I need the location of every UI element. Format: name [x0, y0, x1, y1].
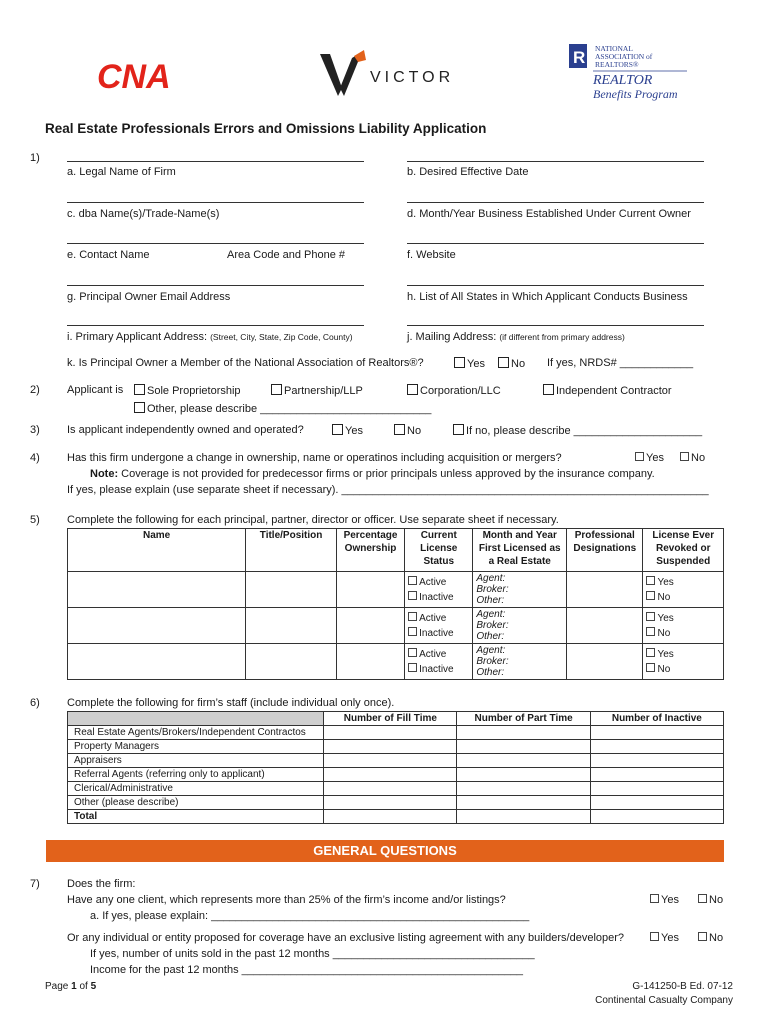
general-questions-header: GENERAL QUESTIONS: [46, 840, 724, 862]
revoked-yes-checkbox[interactable]: [646, 612, 655, 621]
label-exclusive-listing: Or any individual or entity proposed for coverage have an exclusive listing agreement with any builders/developer?: [67, 932, 625, 944]
victor-logo: [318, 50, 458, 100]
license-status-cell: Active Inactive: [405, 644, 473, 680]
label-independently-owned: Is applicant independently owned and operated?: [67, 424, 304, 436]
cna-logo-text: CNA: [97, 58, 171, 92]
revoked-no-checkbox[interactable]: [646, 627, 655, 636]
table-row: [68, 754, 724, 768]
label-mailing-address: j. Mailing Address: (if different from primary address): [407, 331, 625, 343]
form-number: G-141250-B Ed. 07-12: [632, 981, 733, 992]
table-row: [68, 782, 724, 796]
label-states: h. List of All States in Which Applicant Conducts Business: [407, 291, 688, 303]
q1-number: 1): [30, 152, 40, 164]
q3-number: 3): [30, 424, 40, 436]
revoked-yes-checkbox[interactable]: [646, 648, 655, 657]
name-cell[interactable]: [68, 608, 246, 644]
independent-contractor-checkbox[interactable]: [543, 384, 554, 395]
ownership-cell[interactable]: [336, 608, 404, 644]
client-yes-checkbox[interactable]: [650, 894, 659, 903]
table-row: [68, 572, 724, 608]
label-applicant-is: Applicant is: [67, 384, 124, 396]
legal-name-field[interactable]: [67, 161, 364, 162]
client-explain-field[interactable]: a. If yes, please explain: ____________________________________________________: [90, 910, 530, 922]
ownership-change-yes-option[interactable]: Yes: [635, 452, 664, 464]
partnership-option[interactable]: Partnership/LLP: [271, 384, 363, 397]
income-field[interactable]: Income for the past 12 months ______________________________________________: [90, 964, 524, 976]
ownership-change-no-option[interactable]: No: [680, 452, 705, 464]
revoked-yes-checkbox[interactable]: [646, 576, 655, 585]
ownership-cell[interactable]: [336, 644, 404, 680]
svg-text:ASSOCIATION of: ASSOCIATION of: [595, 52, 653, 61]
table-row: [68, 608, 724, 644]
inactive-checkbox[interactable]: [408, 627, 417, 636]
sole-proprietorship-checkbox[interactable]: [134, 384, 145, 395]
label-effective-date: b. Desired Effective Date: [407, 166, 529, 178]
inactive-checkbox[interactable]: [408, 663, 417, 672]
label-business-established: d. Month/Year Business Established Under Current Owner: [407, 208, 691, 220]
owner-email-field[interactable]: [67, 285, 364, 286]
table-row: [68, 796, 724, 810]
label-contact-name: e. Contact Name: [67, 249, 150, 261]
client-yes-option[interactable]: Yes: [650, 894, 679, 906]
col-license-status: Current License Status: [405, 529, 473, 572]
label-dba-name: c. dba Name(s)/Trade-Name(s): [67, 208, 220, 220]
ownership-cell[interactable]: [336, 572, 404, 608]
svg-text:NATIONAL: NATIONAL: [595, 44, 633, 53]
q5-number: 5): [30, 514, 40, 526]
col-full-time: Number of Fill Time: [324, 712, 457, 726]
col-revoked: License Ever Revoked or Suspended: [643, 529, 724, 572]
units-sold-field[interactable]: If yes, number of units sold in the past 12 months _________________________________: [90, 948, 535, 960]
staff-row-label: Appraisers: [68, 754, 324, 768]
staff-table: [67, 711, 724, 824]
col-designations: Professional Designations: [567, 529, 643, 572]
col-name: Name: [68, 529, 246, 572]
title-cell[interactable]: [246, 572, 337, 608]
ownership-change-yes-checkbox[interactable]: [635, 452, 644, 461]
first-licensed-cell[interactable]: Agent: Broker: Other:: [473, 644, 567, 680]
sole-proprietorship-option[interactable]: Sole Proprietorship: [134, 384, 241, 397]
label-website: f. Website: [407, 249, 456, 261]
partnership-checkbox[interactable]: [271, 384, 282, 395]
nar-yes-checkbox[interactable]: [454, 357, 465, 368]
svg-text:R: R: [573, 48, 586, 67]
license-status-cell: Active Inactive: [405, 608, 473, 644]
dba-name-field[interactable]: [67, 202, 364, 203]
svg-text:REALTORS®: REALTORS®: [595, 60, 639, 69]
first-licensed-cell[interactable]: Agent: Broker: Other:: [473, 572, 567, 608]
states-field[interactable]: [407, 285, 704, 286]
staff-row-label: Property Managers: [68, 740, 324, 754]
business-established-field[interactable]: [407, 202, 704, 203]
q7-number: 7): [30, 878, 40, 890]
label-principals: Complete the following for each principal, partner, director or officer. Use separate sheet if necessary.: [67, 514, 559, 526]
independent-describe-option[interactable]: If no, please describe _____________________: [453, 424, 702, 437]
independent-yes-option[interactable]: Yes: [332, 424, 363, 437]
first-licensed-cell[interactable]: Agent: Broker: Other:: [473, 608, 567, 644]
nar-no-checkbox[interactable]: [498, 357, 509, 368]
label-nar-member: k. Is Principal Owner a Member of the National Association of Realtors®?: [67, 357, 424, 369]
label-legal-name: a. Legal Name of Firm: [67, 166, 176, 178]
col-inactive: Number of Inactive: [590, 712, 723, 726]
nrds-number-field[interactable]: If yes, NRDS# ____________: [547, 357, 694, 369]
license-status-cell: Active Inactive: [405, 572, 473, 608]
label-owner-email: g. Principal Owner Email Address: [67, 291, 231, 303]
col-title: Title/Position: [246, 529, 337, 572]
other-entity-option[interactable]: Other, please describe ____________________________: [134, 402, 431, 415]
listing-no-option[interactable]: No: [698, 932, 723, 944]
revoked-no-checkbox[interactable]: [646, 663, 655, 672]
active-checkbox[interactable]: [408, 648, 417, 657]
revoked-cell: Yes No: [643, 572, 724, 608]
q6-number: 6): [30, 697, 40, 709]
label-staff: Complete the following for firm’s staff (include individual only once).: [67, 697, 395, 709]
designations-cell[interactable]: [567, 644, 643, 680]
q2-number: 2): [30, 384, 40, 396]
staff-total-label: Total: [68, 810, 324, 824]
label-phone: Area Code and Phone #: [227, 249, 346, 261]
other-entity-checkbox[interactable]: [134, 402, 145, 413]
col-part-time: Number of Part Time: [457, 712, 590, 726]
table-row: [68, 644, 724, 680]
title-cell[interactable]: [246, 608, 337, 644]
revoked-cell: Yes No: [643, 608, 724, 644]
nar-yes-option[interactable]: Yes: [454, 357, 485, 370]
staff-row-label: Other (please describe): [68, 796, 324, 810]
name-cell[interactable]: [68, 572, 246, 608]
listing-yes-option[interactable]: Yes: [650, 932, 679, 944]
staff-row-label: Real Estate Agents/Brokers/Independent Contractos: [68, 726, 324, 740]
independent-no-checkbox[interactable]: [394, 424, 405, 435]
label-ownership-change: Has this firm undergone a change in ownership, name or operatinos including acquisition or mergers?: [67, 452, 562, 464]
inactive-checkbox[interactable]: [408, 591, 417, 600]
website-field[interactable]: [407, 243, 704, 244]
corporation-checkbox[interactable]: [407, 384, 418, 395]
table-row: [68, 726, 724, 740]
independent-no-option[interactable]: No: [394, 424, 421, 437]
nar-realtor-benefits-logo: [565, 42, 695, 102]
revoked-no-checkbox[interactable]: [646, 591, 655, 600]
staff-row-label: Clerical/Administrative: [68, 782, 324, 796]
title-cell[interactable]: [246, 644, 337, 680]
q4-number: 4): [30, 452, 40, 464]
table-row: [68, 810, 724, 824]
principals-table: [67, 528, 724, 680]
table-row: [68, 740, 724, 754]
listing-no-checkbox[interactable]: [698, 932, 707, 941]
independent-contractor-option[interactable]: Independent Contractor: [543, 384, 672, 397]
label-primary-address: i. Primary Applicant Address: (Street, City, State, Zip Code, County): [67, 331, 353, 343]
designations-cell[interactable]: [567, 572, 643, 608]
client-no-option[interactable]: No: [698, 894, 723, 906]
col-first-licensed: Month and Year First Licensed as a Real Estate: [473, 529, 567, 572]
designations-cell[interactable]: [567, 608, 643, 644]
label-does-the-firm: Does the firm:: [67, 878, 136, 890]
client-no-checkbox[interactable]: [698, 894, 707, 903]
coverage-note: Note: Coverage is not provided for predecessor firms or prior principals unless approved by the insurance company.: [90, 468, 655, 480]
ownership-change-no-checkbox[interactable]: [680, 452, 689, 461]
listing-yes-checkbox[interactable]: [650, 932, 659, 941]
primary-address-field[interactable]: [67, 325, 364, 326]
staff-row-label: Referral Agents (referring only to applicant): [68, 768, 324, 782]
label-client-25-percent: Have any one client, which represents more than 25% of the firm’s income and/or listings?: [67, 894, 506, 906]
active-checkbox[interactable]: [408, 576, 417, 585]
name-cell[interactable]: [68, 644, 246, 680]
independent-yes-checkbox[interactable]: [332, 424, 343, 435]
mailing-address-field[interactable]: [407, 325, 704, 326]
corporation-option[interactable]: Corporation/LLC: [407, 384, 501, 397]
independent-describe-checkbox[interactable]: [453, 424, 464, 435]
victor-logo-text: VICTOR: [370, 69, 455, 86]
contact-name-field[interactable]: [67, 243, 364, 244]
page-number: Page 1 of 5: [45, 981, 97, 992]
nar-no-option[interactable]: No: [498, 357, 525, 370]
page-title: Real Estate Professionals Errors and Omissions Liability Application: [45, 121, 487, 136]
company-name: Continental Casualty Company: [595, 995, 733, 1006]
active-checkbox[interactable]: [408, 612, 417, 621]
table-row: [68, 768, 724, 782]
effective-date-field[interactable]: [407, 161, 704, 162]
revoked-cell: Yes No: [643, 644, 724, 680]
col-ownership: Percentage Ownership: [336, 529, 404, 572]
svg-text:Benefits Program: Benefits Program: [593, 87, 678, 101]
cna-logo: [95, 58, 195, 92]
svg-text:REALTOR: REALTOR: [593, 73, 653, 88]
ownership-change-explain-field[interactable]: If yes, please explain (use separate sheet if necessary). ____________________________________________________________: [67, 484, 709, 496]
